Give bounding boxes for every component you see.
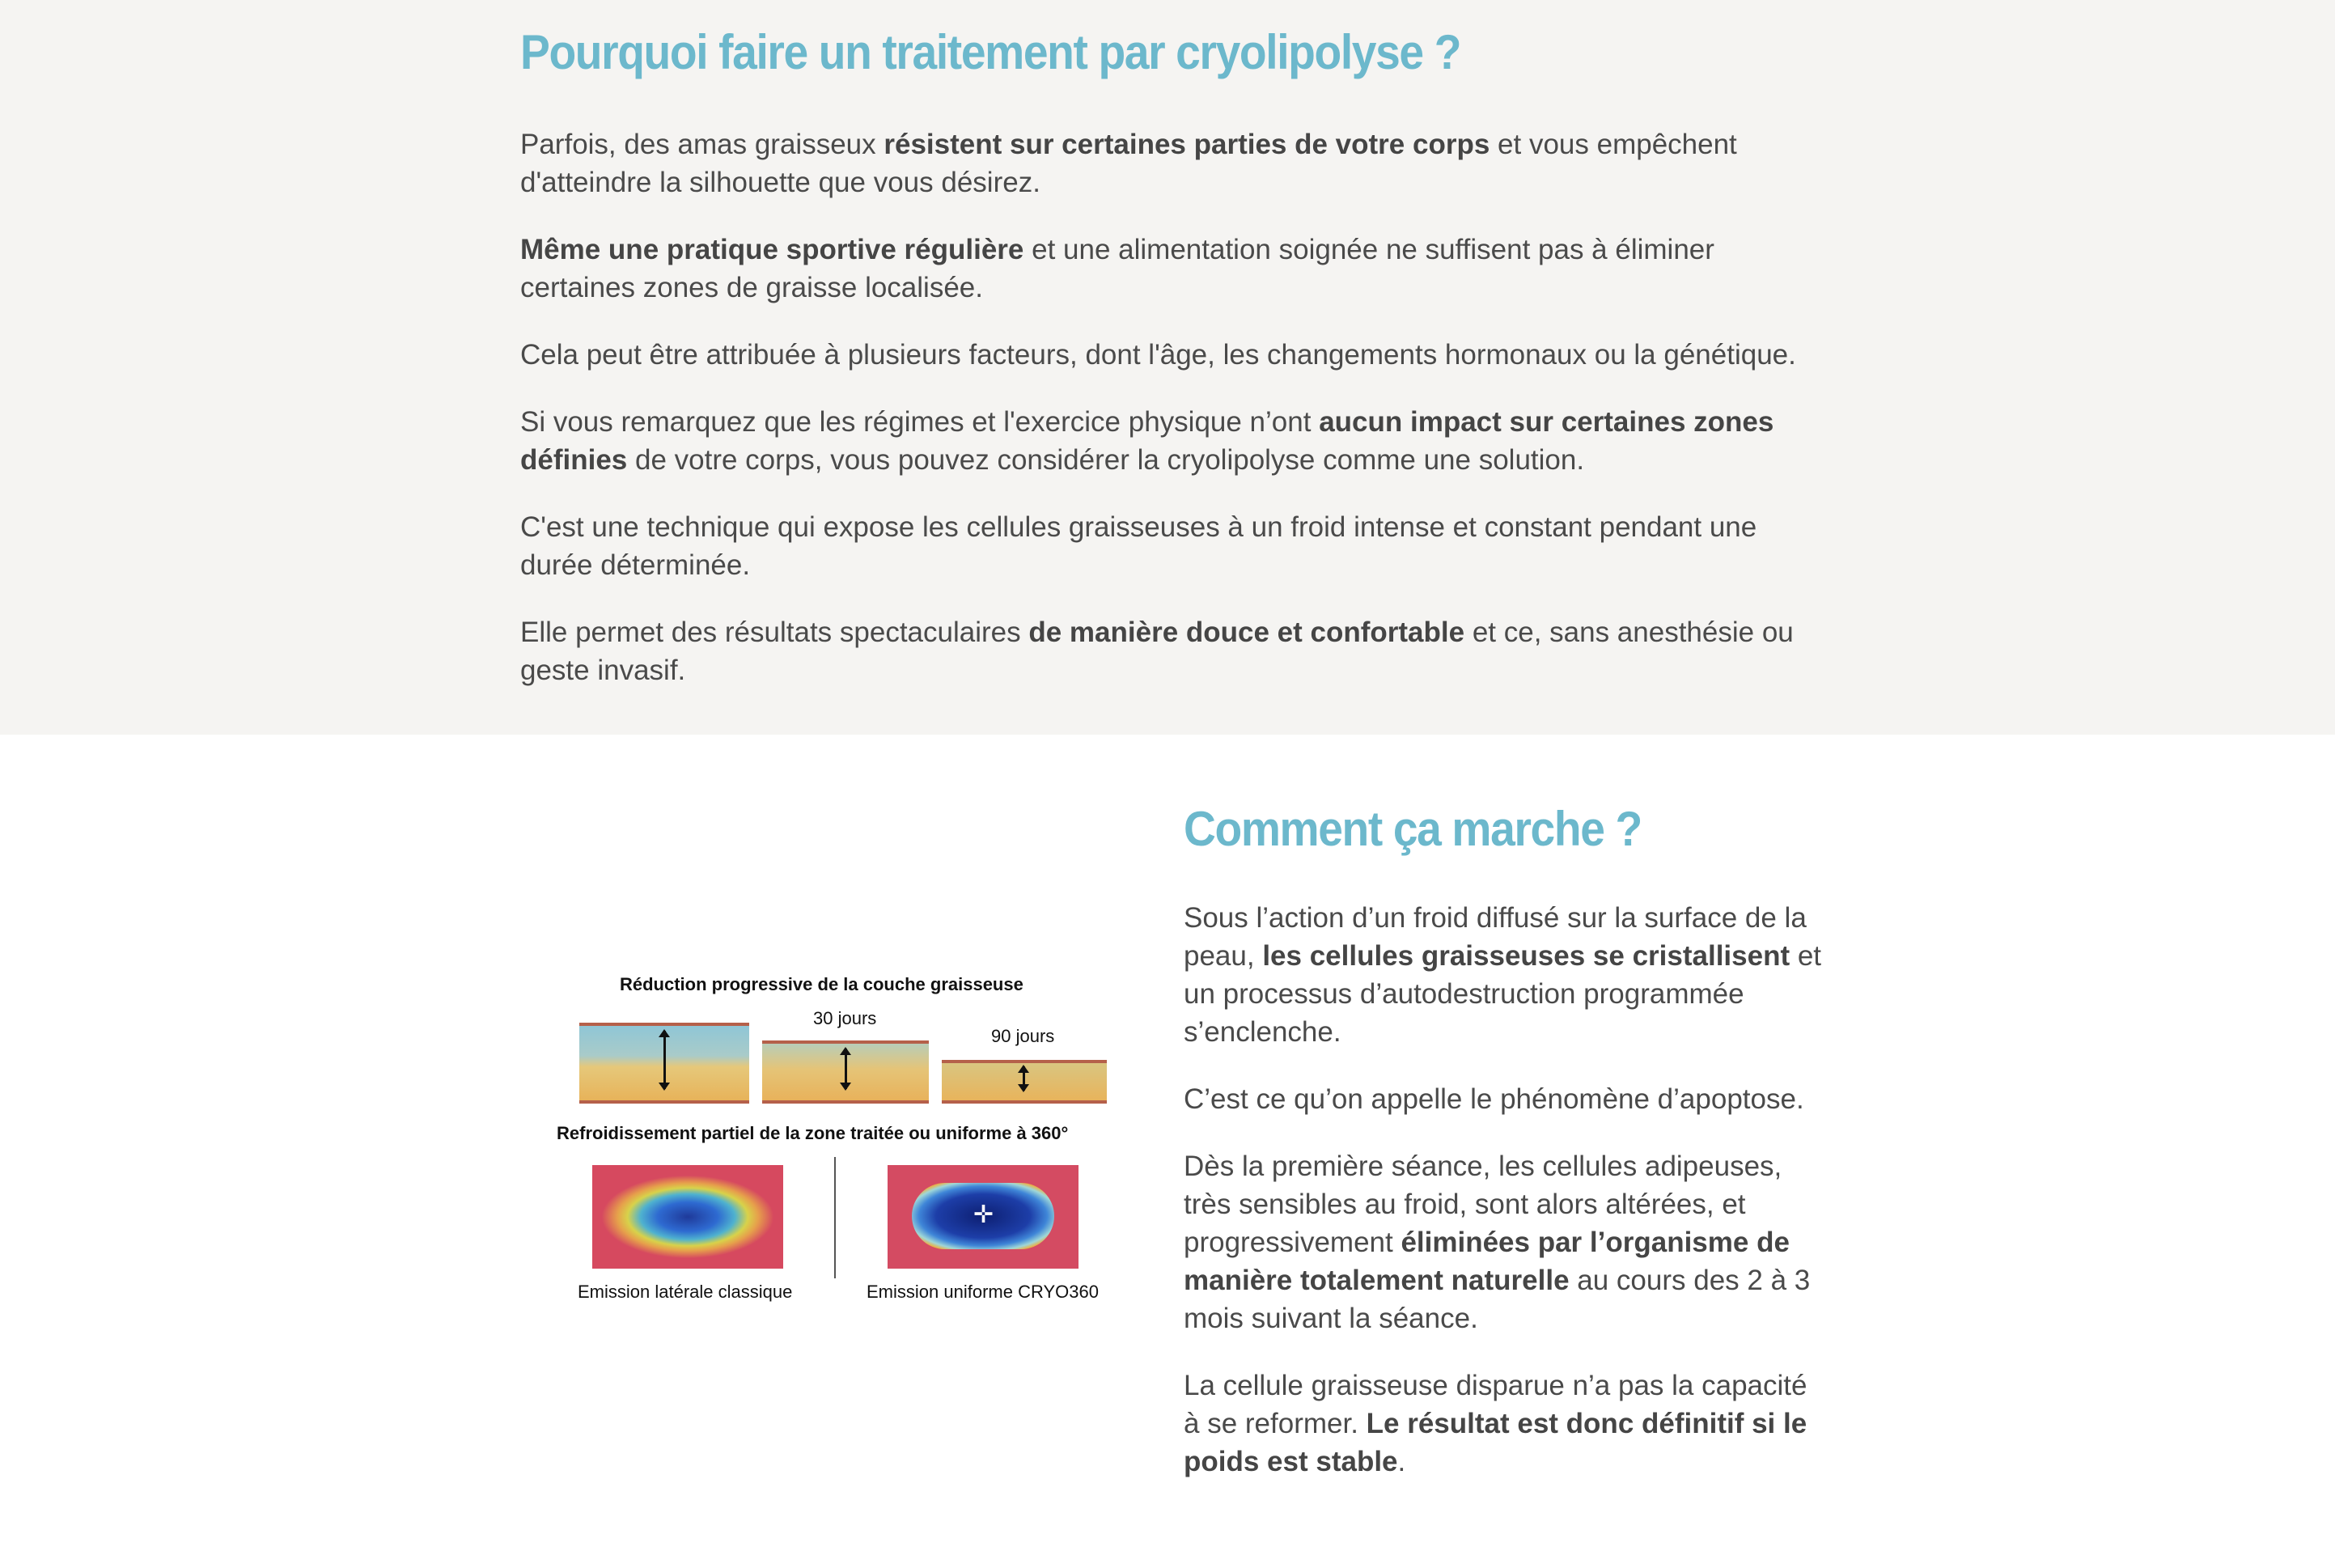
intro-content	[520, 24, 1807, 689]
thickness-arrow-90-days	[1023, 1066, 1025, 1091]
figure-title-bottom: Refroidissement partiel de la zone traitée ou uniforme à 360°	[557, 1123, 1069, 1143]
intro-paragraph-4: Si vous remarquez que les régimes et l'exercice physique n’ont aucun impact sur certaines zones définies de votre corps, vous pouvez considérer la cryolipolyse comme une solution.	[520, 406, 1774, 476]
cryolipolyse-illustration	[550, 963, 1125, 1319]
how-paragraph-1: Sous l’action d’un froid diffusé sur la surface de la peau, les cellules graisseuses se cristallisent et un processus d’autodestruction programmée s’enclenche.	[1184, 902, 1822, 1048]
thickness-arrow-30-days	[845, 1049, 847, 1089]
how-it-works-content	[1184, 801, 1823, 1481]
label-30-days: 30 jours	[813, 1008, 877, 1028]
intro-paragraph-2: Même une pratique sportive régulière et une alimentation soignée ne suffisent pas à éliminer certaines zones de graisse localisée.	[520, 234, 1714, 303]
figure-title-top: Réduction progressive de la couche graisseuse	[620, 974, 1023, 994]
crosshair-icon: ✛	[973, 1201, 994, 1228]
intro-paragraph-3: Cela peut être attribuée à plusieurs facteurs, dont l'âge, les changements hormonaux ou la génétique.	[520, 339, 1796, 371]
figure-divider	[834, 1157, 836, 1278]
intro-paragraph-1: Parfois, des amas graisseux résistent sur certaines parties de votre corps et vous empêchent d'atteindre la silhouette que vous désirez.	[520, 129, 1737, 198]
caption-uniform: Emission uniforme CRYO360	[867, 1282, 1099, 1302]
how-paragraph-3: Dès la première séance, les cellules adipeuses, très sensibles au froid, sont alors altérées, et progressivement éliminées par l’organisme de manière totalement naturelle au cours des 2 à 3 mois suivant la séance.	[1184, 1151, 1811, 1334]
thickness-arrow-initial	[663, 1031, 666, 1089]
label-90-days: 90 jours	[991, 1026, 1055, 1046]
thermal-map-lateral	[592, 1165, 783, 1269]
how-paragraph-2: C’est ce qu’on appelle le phénomène d’apoptose.	[1184, 1083, 1804, 1115]
how-paragraph-4: La cellule graisseuse disparue n’a pas la capacité à se reformer. Le résultat est donc définitif si le poids est stable.	[1184, 1370, 1807, 1477]
caption-lateral: Emission latérale classique	[578, 1282, 793, 1302]
intro-title: Pourquoi faire un traitement par cryolipolyse ?	[520, 25, 1461, 79]
thermal-map-uniform	[888, 1165, 1079, 1269]
intro-paragraph-5: C'est une technique qui expose les cellules graisseuses à un froid intense et constant pendant une durée déterminée.	[520, 511, 1757, 581]
how-title: Comment ça marche ?	[1184, 802, 1642, 856]
intro-paragraph-6: Elle permet des résultats spectaculaires de manière douce et confortable et ce, sans anesthésie ou geste invasif.	[520, 617, 1794, 686]
